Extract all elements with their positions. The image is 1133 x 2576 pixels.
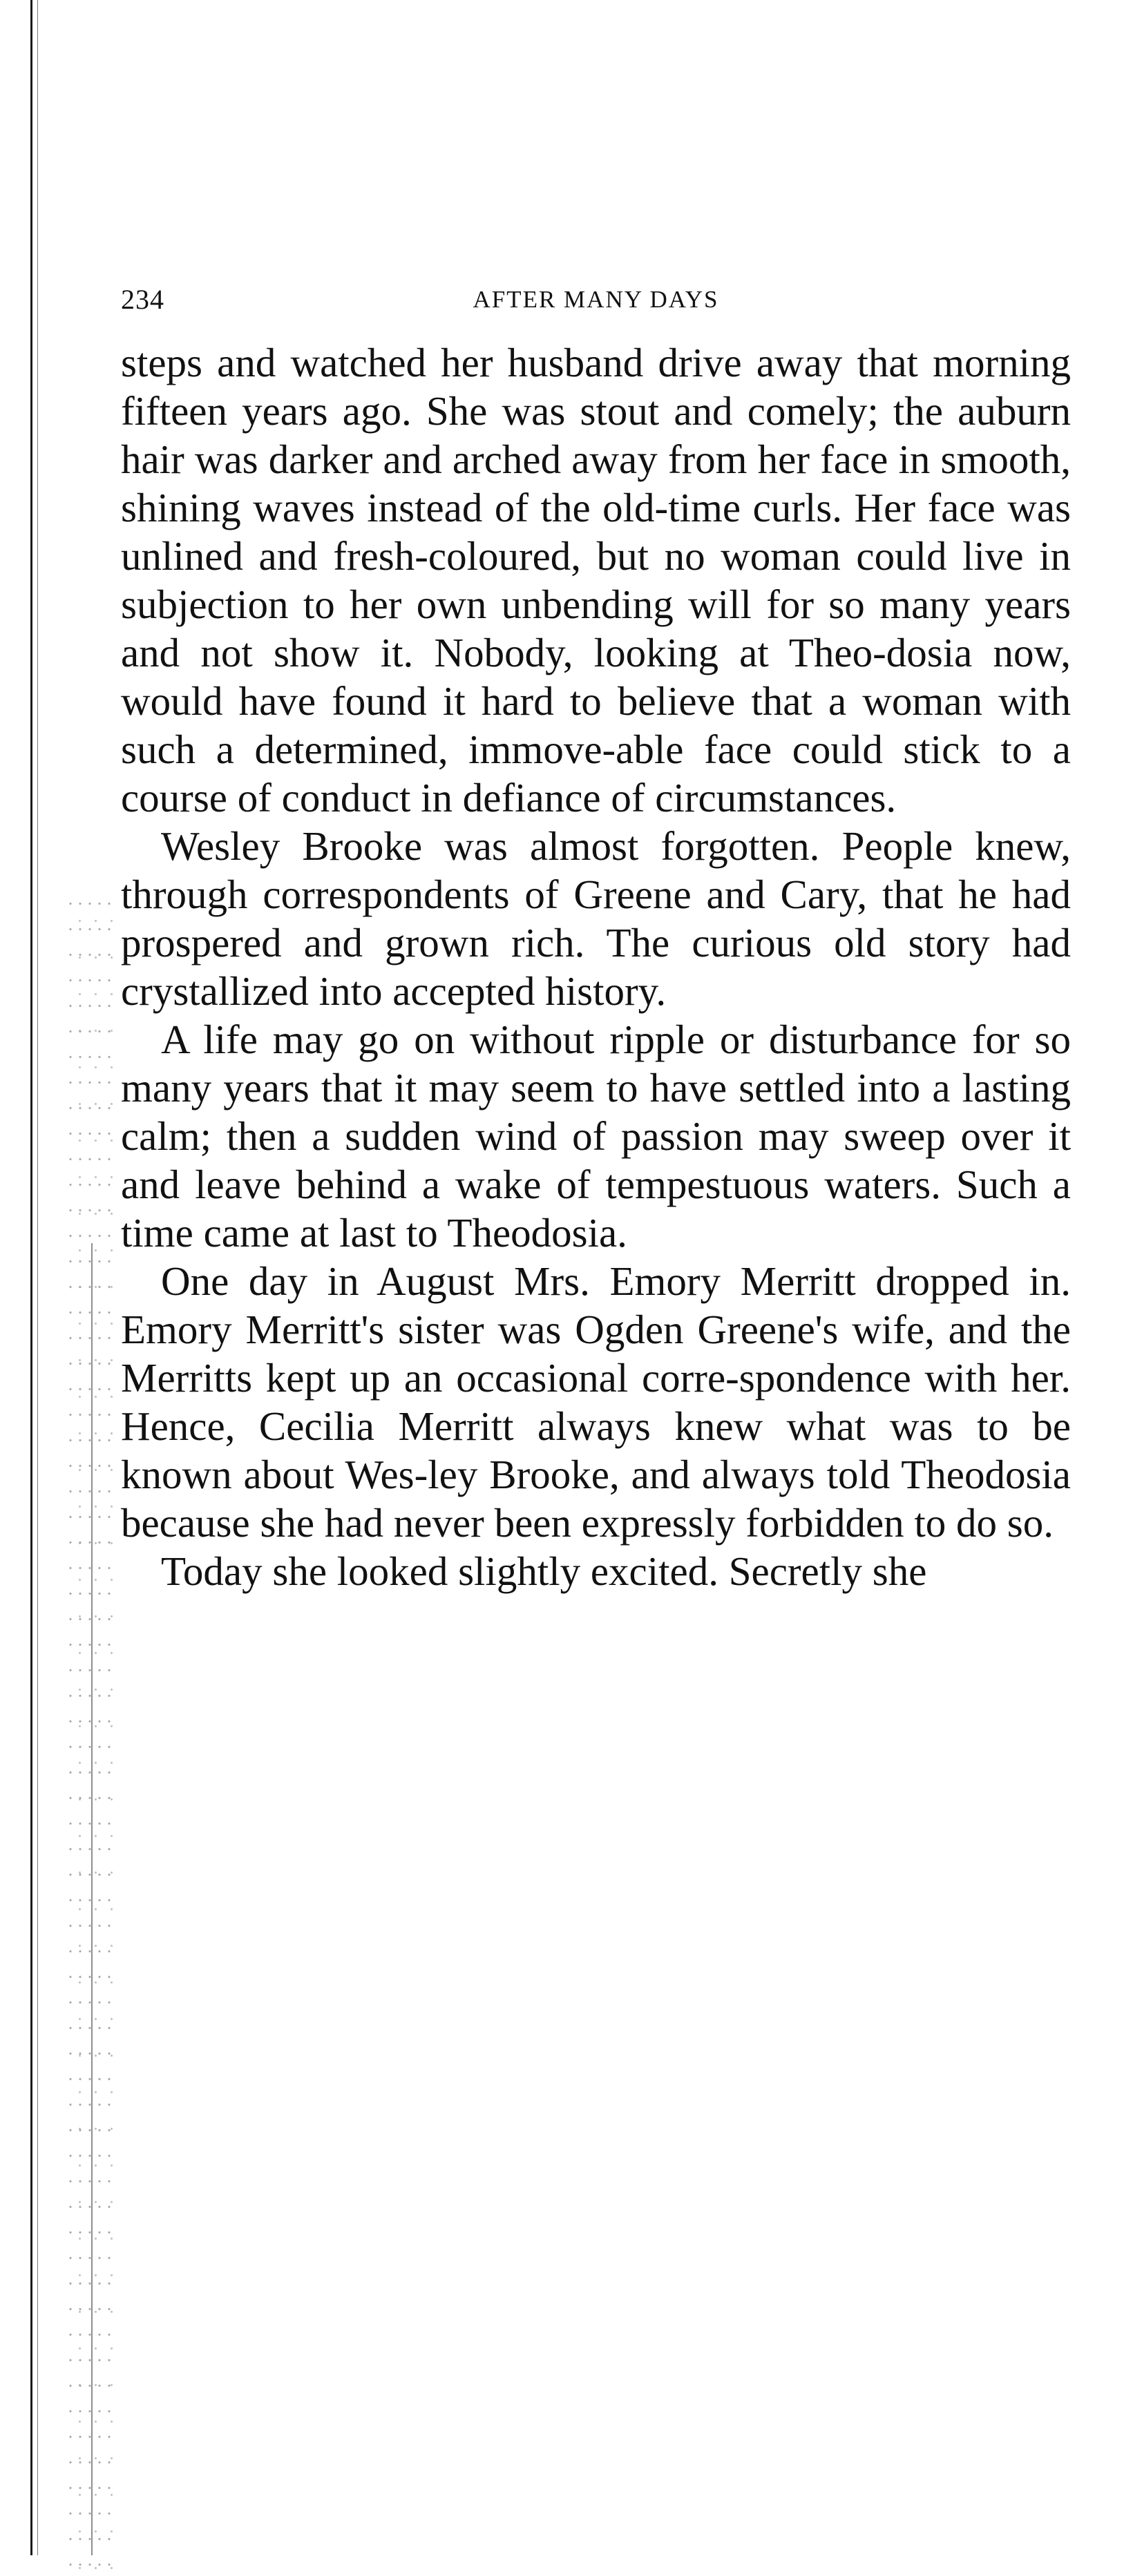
body-text xyxy=(121,338,1071,1595)
paragraph: A life may go on without ripple or disturbance for so many years that it may seem to have settled into a lasting calm; then a sudden wind of passion may sweep over it and leave behind a wake of tempestuous waters. Such a time came at last to Theodosia. xyxy=(121,1017,1071,1256)
paragraph: Wesley Brooke was almost forgotten. People knew, through correspondents of Greene and Cary, that he had prospered and grown rich. The curious old story had crystallized into accepted history. xyxy=(121,823,1071,1014)
gutter-scan-marks xyxy=(66,891,114,2576)
gutter-scan-line xyxy=(91,1243,93,2555)
running-title: AFTER MANY DAYS xyxy=(473,286,719,313)
page-binding-shadow xyxy=(37,0,38,2555)
paragraph: One day in August Mrs. Emory Merritt dropped in. Emory Merritt's sister was Ogden Greene's wife, and the Merritts kept up an occasional corre-spondence with her. Hence, Cecilia Merritt always knew what was to be known about Wes-ley Brooke, and always told Theodosia because she had never been expressly forbidden to do so. xyxy=(121,1258,1071,1546)
running-head xyxy=(121,269,1071,325)
page-binding-edge xyxy=(30,0,32,2555)
page-number: 234 xyxy=(121,284,164,315)
paragraph-continued: steps and watched her husband drive away that morning fifteen years ago. She was stout and comely; the auburn hair was darker and arched away from her face in smooth, shining waves instead of the old-time curls. Her face was unlined and fresh-coloured, but no woman could live in subjection to her own unbending will for so many years and not show it. Nobody, looking at Theo-dosia now, would have found it hard to believe that a woman with such a determined, immove-able face could stick to a course of conduct in defiance of circumstances. xyxy=(121,340,1071,820)
book-page xyxy=(121,269,1071,1595)
paragraph: Today she looked slightly excited. Secretly she xyxy=(161,1548,927,1594)
